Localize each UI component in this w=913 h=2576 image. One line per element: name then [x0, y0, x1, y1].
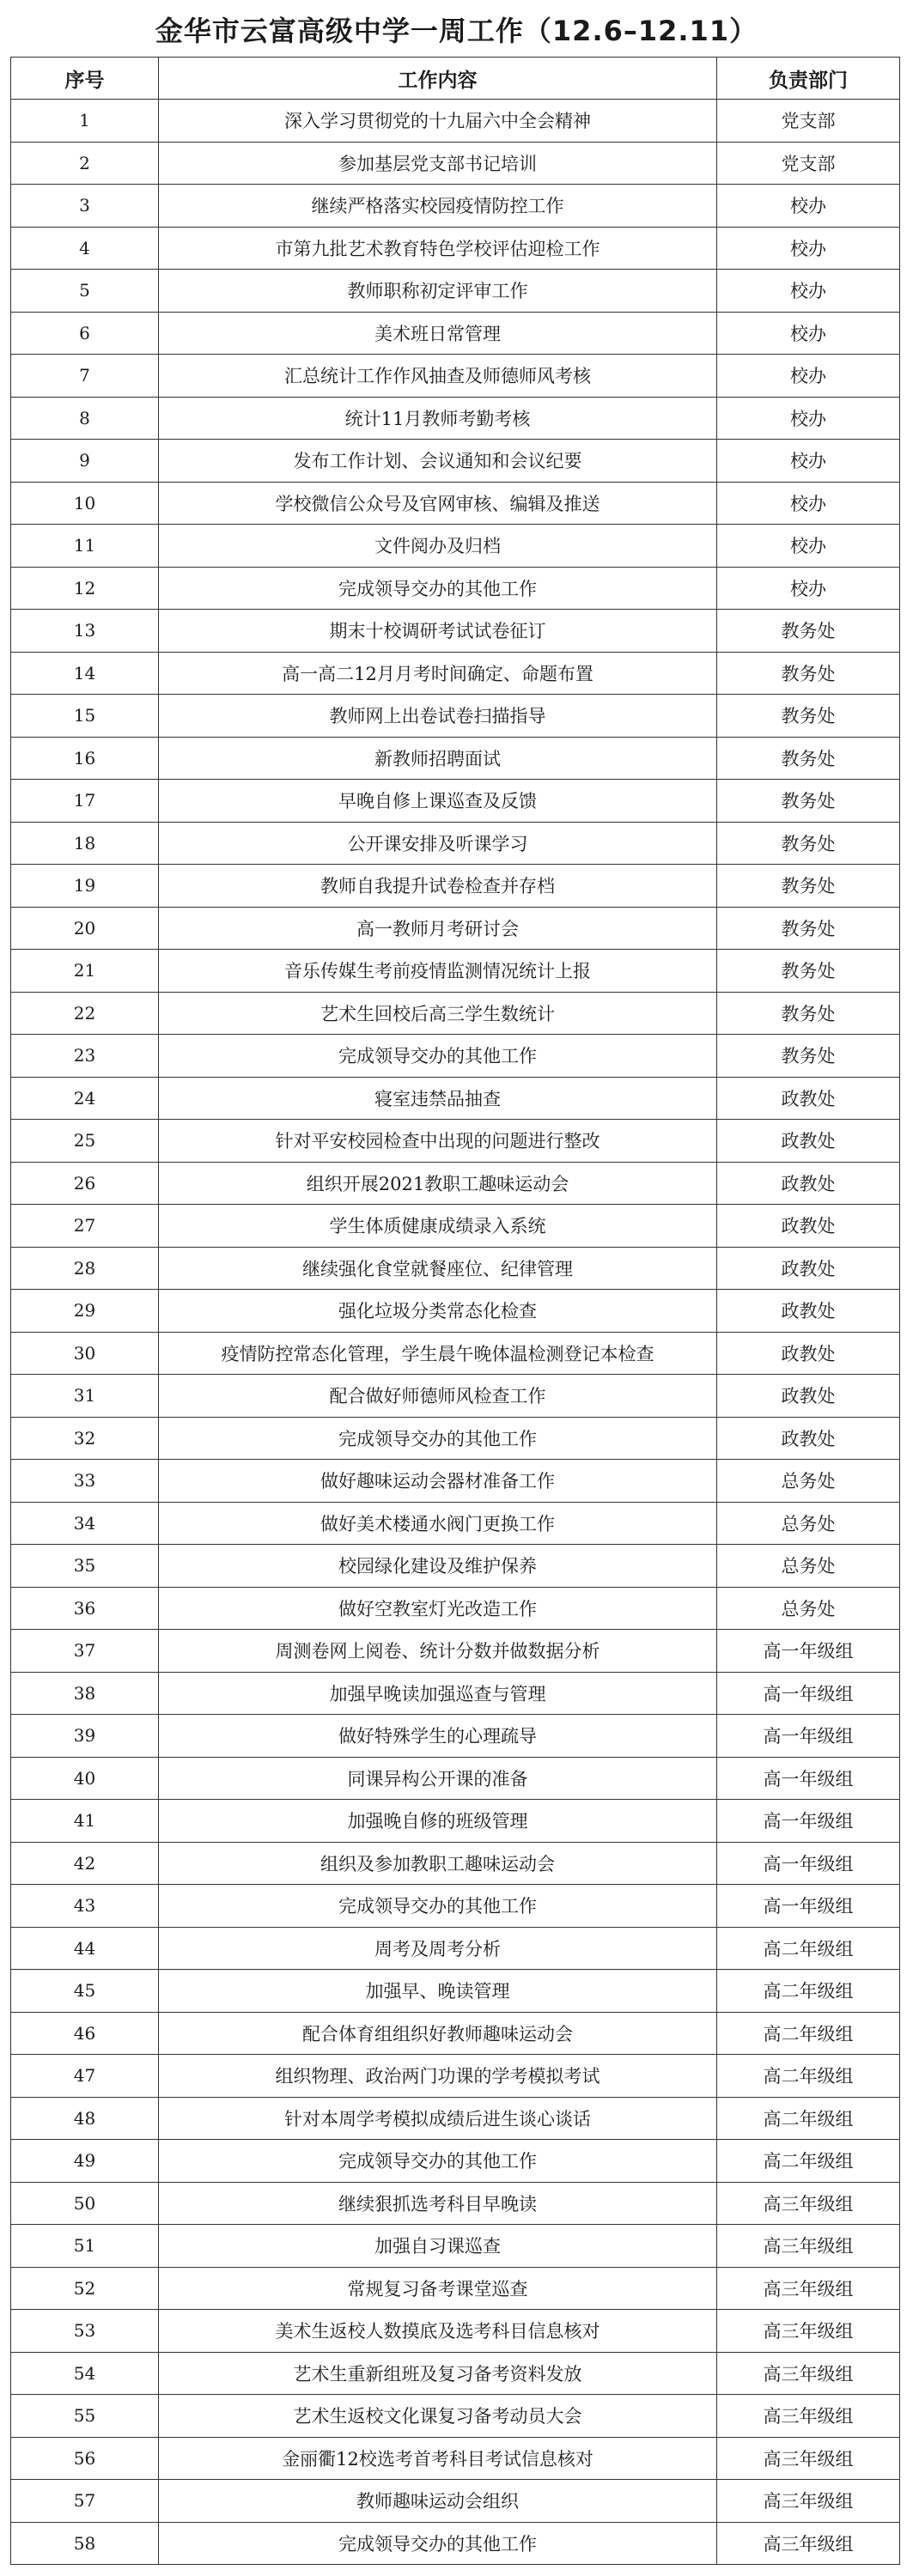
cell-department: 高三年级组 [717, 2437, 900, 2480]
cell-department: 高一年级组 [717, 1672, 900, 1715]
cell-serial-number: 19 [11, 865, 159, 908]
cell-work-content: 学校微信公众号及官网审核、编辑及推送 [159, 482, 717, 525]
table-row [11, 2352, 900, 2395]
cell-serial-number: 42 [11, 1842, 159, 1885]
table-row [11, 1035, 900, 1078]
cell-serial-number: 40 [11, 1757, 159, 1800]
table-row [11, 865, 900, 908]
cell-serial-number: 55 [11, 2395, 159, 2438]
cell-department: 政教处 [717, 1332, 900, 1375]
table-header-row [11, 58, 900, 100]
cell-serial-number: 47 [11, 2055, 159, 2098]
table-row [11, 2055, 900, 2098]
header-serial-number: 序号 [11, 58, 159, 100]
cell-serial-number: 2 [11, 142, 159, 185]
table-row [11, 2182, 900, 2225]
table-row [11, 1332, 900, 1375]
cell-serial-number: 25 [11, 1120, 159, 1163]
cell-serial-number: 26 [11, 1162, 159, 1205]
cell-department: 教务处 [717, 992, 900, 1035]
table-row [11, 737, 900, 780]
cell-work-content: 针对本周学考模拟成绩后进生谈心谈话 [159, 2097, 717, 2140]
table-row [11, 1120, 900, 1163]
cell-work-content: 继续狠抓选考科目早晚读 [159, 2182, 717, 2225]
cell-department: 校办 [717, 525, 900, 568]
cell-work-content: 完成领导交办的其他工作 [159, 1417, 717, 1460]
table-row [11, 1375, 900, 1418]
cell-department: 政教处 [717, 1417, 900, 1460]
cell-department: 党支部 [717, 100, 900, 143]
cell-department: 总务处 [717, 1545, 900, 1588]
cell-department: 政教处 [717, 1162, 900, 1205]
cell-serial-number: 52 [11, 2267, 159, 2310]
cell-serial-number: 35 [11, 1545, 159, 1588]
cell-work-content: 组织物理、政治两门功课的学考模拟考试 [159, 2055, 717, 2098]
cell-department: 高二年级组 [717, 2140, 900, 2183]
cell-work-content: 高一教师月考研讨会 [159, 907, 717, 950]
table-row [11, 2097, 900, 2140]
cell-serial-number: 56 [11, 2437, 159, 2480]
header-work-content: 工作内容 [159, 58, 717, 100]
cell-work-content: 市第九批艺术教育特色学校评估迎检工作 [159, 227, 717, 270]
table-row [11, 440, 900, 483]
cell-work-content: 参加基层党支部书记培训 [159, 142, 717, 185]
cell-department: 高一年级组 [717, 1885, 900, 1928]
cell-work-content: 美术生返校人数摸底及选考科目信息核对 [159, 2310, 717, 2353]
cell-work-content: 完成领导交办的其他工作 [159, 2522, 717, 2565]
cell-work-content: 完成领导交办的其他工作 [159, 2140, 717, 2183]
cell-serial-number: 14 [11, 652, 159, 695]
cell-work-content: 加强早、晚读管理 [159, 1970, 717, 2013]
cell-serial-number: 28 [11, 1247, 159, 1290]
cell-department: 教务处 [717, 865, 900, 908]
table-row [11, 1077, 900, 1120]
cell-work-content: 做好美术楼通水阀门更换工作 [159, 1502, 717, 1545]
cell-serial-number: 7 [11, 355, 159, 398]
cell-serial-number: 16 [11, 737, 159, 780]
cell-work-content: 配合体育组组织好教师趣味运动会 [159, 2012, 717, 2055]
cell-serial-number: 9 [11, 440, 159, 483]
table-row [11, 1162, 900, 1205]
table-row [11, 397, 900, 440]
cell-department: 教务处 [717, 907, 900, 950]
cell-serial-number: 33 [11, 1460, 159, 1503]
cell-work-content: 教师职称初定评审工作 [159, 270, 717, 313]
cell-department: 政教处 [717, 1247, 900, 1290]
cell-department: 校办 [717, 440, 900, 483]
cell-work-content: 艺术生回校后高三学生数统计 [159, 992, 717, 1035]
cell-department: 教务处 [717, 695, 900, 738]
cell-department: 高一年级组 [717, 1800, 900, 1843]
table-row [11, 950, 900, 993]
table-row [11, 142, 900, 185]
header-department: 负责部门 [717, 58, 900, 100]
cell-work-content: 金丽衢12校选考首考科目考试信息核对 [159, 2437, 717, 2480]
cell-work-content: 组织及参加教职工趣味运动会 [159, 1842, 717, 1885]
cell-department: 政教处 [717, 1290, 900, 1333]
cell-department: 教务处 [717, 652, 900, 695]
table-row [11, 1205, 900, 1248]
cell-department: 教务处 [717, 737, 900, 780]
cell-serial-number: 31 [11, 1375, 159, 1418]
cell-department: 教务处 [717, 822, 900, 865]
cell-serial-number: 39 [11, 1715, 159, 1758]
cell-serial-number: 53 [11, 2310, 159, 2353]
cell-department: 高一年级组 [717, 1715, 900, 1758]
table-row [11, 822, 900, 865]
cell-serial-number: 11 [11, 525, 159, 568]
table-row [11, 482, 900, 525]
cell-department: 校办 [717, 270, 900, 313]
cell-department: 校办 [717, 567, 900, 610]
cell-department: 党支部 [717, 142, 900, 185]
cell-department: 政教处 [717, 1375, 900, 1418]
cell-department: 校办 [717, 397, 900, 440]
table-row [11, 1672, 900, 1715]
cell-work-content: 期末十校调研考试试卷征订 [159, 610, 717, 653]
cell-department: 高三年级组 [717, 2395, 900, 2438]
table-row [11, 1715, 900, 1758]
cell-serial-number: 43 [11, 1885, 159, 1928]
cell-serial-number: 12 [11, 567, 159, 610]
cell-serial-number: 29 [11, 1290, 159, 1333]
table-row [11, 355, 900, 398]
table-row [11, 2437, 900, 2480]
cell-work-content: 深入学习贯彻党的十九届六中全会精神 [159, 100, 717, 143]
cell-serial-number: 5 [11, 270, 159, 313]
cell-department: 高三年级组 [717, 2522, 900, 2565]
cell-work-content: 组织开展2021教职工趣味运动会 [159, 1162, 717, 1205]
cell-department: 高三年级组 [717, 2480, 900, 2523]
cell-serial-number: 46 [11, 2012, 159, 2055]
cell-work-content: 文件阅办及归档 [159, 525, 717, 568]
cell-serial-number: 1 [11, 100, 159, 143]
table-row [11, 2225, 900, 2268]
cell-serial-number: 4 [11, 227, 159, 270]
cell-department: 教务处 [717, 1035, 900, 1078]
cell-serial-number: 18 [11, 822, 159, 865]
cell-work-content: 针对平安校园检查中出现的问题进行整改 [159, 1120, 717, 1163]
cell-serial-number: 36 [11, 1587, 159, 1630]
cell-serial-number: 21 [11, 950, 159, 993]
table-row [11, 270, 900, 313]
cell-serial-number: 6 [11, 312, 159, 355]
table-row [11, 1587, 900, 1630]
table-row [11, 2480, 900, 2523]
cell-work-content: 周考及周考分析 [159, 1927, 717, 1970]
cell-serial-number: 34 [11, 1502, 159, 1545]
cell-work-content: 常规复习备考课堂巡查 [159, 2267, 717, 2310]
cell-serial-number: 22 [11, 992, 159, 1035]
cell-serial-number: 37 [11, 1630, 159, 1673]
table-row [11, 227, 900, 270]
cell-serial-number: 24 [11, 1077, 159, 1120]
cell-work-content: 教师自我提升试卷检查并存档 [159, 865, 717, 908]
table-row [11, 1630, 900, 1673]
table-row [11, 2310, 900, 2353]
cell-department: 政教处 [717, 1120, 900, 1163]
page-title: 金华市云富高级中学一周工作（12.6–12.11） [155, 15, 758, 47]
table-row [11, 185, 900, 228]
cell-work-content: 教师网上出卷试卷扫描指导 [159, 695, 717, 738]
cell-work-content: 疫情防控常态化管理，学生晨午晚体温检测登记本检查 [159, 1332, 717, 1375]
cell-serial-number: 51 [11, 2225, 159, 2268]
table-row [11, 1247, 900, 1290]
table-row [11, 992, 900, 1035]
table-row [11, 2140, 900, 2183]
cell-department: 校办 [717, 227, 900, 270]
cell-serial-number: 44 [11, 1927, 159, 1970]
cell-department: 高二年级组 [717, 1970, 900, 2013]
cell-department: 校办 [717, 355, 900, 398]
cell-serial-number: 15 [11, 695, 159, 738]
cell-work-content: 学生体质健康成绩录入系统 [159, 1205, 717, 1248]
cell-work-content: 统计11月教师考勤考核 [159, 397, 717, 440]
cell-department: 高一年级组 [717, 1842, 900, 1885]
table-row [11, 1800, 900, 1843]
table-row [11, 1417, 900, 1460]
cell-department: 总务处 [717, 1587, 900, 1630]
cell-serial-number: 54 [11, 2352, 159, 2395]
cell-department: 教务处 [717, 950, 900, 993]
cell-work-content: 做好空教室灯光改造工作 [159, 1587, 717, 1630]
table-row [11, 1460, 900, 1503]
cell-work-content: 继续强化食堂就餐座位、纪律管理 [159, 1247, 717, 1290]
cell-work-content: 加强晚自修的班级管理 [159, 1800, 717, 1843]
table-row [11, 1502, 900, 1545]
cell-department: 高三年级组 [717, 2182, 900, 2225]
table-row [11, 2522, 900, 2565]
cell-serial-number: 32 [11, 1417, 159, 1460]
table-row [11, 2012, 900, 2055]
cell-work-content: 做好趣味运动会器材准备工作 [159, 1460, 717, 1503]
table-row [11, 525, 900, 568]
table-row [11, 1290, 900, 1333]
cell-serial-number: 50 [11, 2182, 159, 2225]
cell-department: 总务处 [717, 1460, 900, 1503]
table-row [11, 2267, 900, 2310]
cell-department: 政教处 [717, 1205, 900, 1248]
cell-work-content: 艺术生重新组班及复习备考资料发放 [159, 2352, 717, 2395]
cell-serial-number: 49 [11, 2140, 159, 2183]
cell-work-content: 新教师招聘面试 [159, 737, 717, 780]
cell-serial-number: 23 [11, 1035, 159, 1078]
cell-work-content: 继续严格落实校园疫情防控工作 [159, 185, 717, 228]
cell-work-content: 强化垃圾分类常态化检查 [159, 1290, 717, 1333]
cell-serial-number: 3 [11, 185, 159, 228]
table-row [11, 1885, 900, 1928]
cell-serial-number: 38 [11, 1672, 159, 1715]
cell-work-content: 音乐传媒生考前疫情监测情况统计上报 [159, 950, 717, 993]
cell-department: 高一年级组 [717, 1630, 900, 1673]
table-row [11, 2395, 900, 2438]
table-row [11, 100, 900, 143]
cell-department: 教务处 [717, 610, 900, 653]
cell-serial-number: 8 [11, 397, 159, 440]
cell-work-content: 同课异构公开课的准备 [159, 1757, 717, 1800]
table-row [11, 652, 900, 695]
cell-work-content: 加强早晚读加强巡查与管理 [159, 1672, 717, 1715]
cell-department: 教务处 [717, 780, 900, 823]
cell-work-content: 完成领导交办的其他工作 [159, 1035, 717, 1078]
cell-serial-number: 17 [11, 780, 159, 823]
cell-work-content: 周测卷网上阅卷、统计分数并做数据分析 [159, 1630, 717, 1673]
cell-work-content: 做好特殊学生的心理疏导 [159, 1715, 717, 1758]
cell-department: 高二年级组 [717, 2012, 900, 2055]
cell-work-content: 寝室违禁品抽查 [159, 1077, 717, 1120]
cell-work-content: 完成领导交办的其他工作 [159, 567, 717, 610]
cell-serial-number: 57 [11, 2480, 159, 2523]
cell-department: 高二年级组 [717, 1927, 900, 1970]
cell-department: 高三年级组 [717, 2225, 900, 2268]
table-row [11, 1545, 900, 1588]
table-row [11, 1927, 900, 1970]
weekly-work-table [10, 57, 900, 2565]
cell-serial-number: 27 [11, 1205, 159, 1248]
cell-work-content: 艺术生返校文化课复习备考动员大会 [159, 2395, 717, 2438]
cell-department: 高二年级组 [717, 2097, 900, 2140]
table-row [11, 312, 900, 355]
cell-department: 校办 [717, 482, 900, 525]
cell-department: 高三年级组 [717, 2352, 900, 2395]
cell-serial-number: 45 [11, 1970, 159, 2013]
cell-serial-number: 13 [11, 610, 159, 653]
cell-department: 政教处 [717, 1077, 900, 1120]
cell-work-content: 高一高二12月月考时间确定、命题布置 [159, 652, 717, 695]
cell-department: 高三年级组 [717, 2267, 900, 2310]
cell-department: 校办 [717, 312, 900, 355]
cell-work-content: 早晚自修上课巡查及反馈 [159, 780, 717, 823]
cell-work-content: 完成领导交办的其他工作 [159, 1885, 717, 1928]
cell-department: 高三年级组 [717, 2310, 900, 2353]
cell-work-content: 教师趣味运动会组织 [159, 2480, 717, 2523]
table-row [11, 907, 900, 950]
cell-department: 高一年级组 [717, 1757, 900, 1800]
cell-work-content: 发布工作计划、会议通知和会议纪要 [159, 440, 717, 483]
table-row [11, 695, 900, 738]
cell-department: 高二年级组 [717, 2055, 900, 2098]
cell-work-content: 美术班日常管理 [159, 312, 717, 355]
table-row [11, 610, 900, 653]
cell-work-content: 汇总统计工作作风抽查及师德师风考核 [159, 355, 717, 398]
table-row [11, 567, 900, 610]
cell-department: 校办 [717, 185, 900, 228]
table-row [11, 1757, 900, 1800]
table-row [11, 1842, 900, 1885]
cell-serial-number: 30 [11, 1332, 159, 1375]
cell-work-content: 校园绿化建设及维护保养 [159, 1545, 717, 1588]
cell-department: 总务处 [717, 1502, 900, 1545]
cell-work-content: 公开课安排及听课学习 [159, 822, 717, 865]
cell-serial-number: 41 [11, 1800, 159, 1843]
cell-work-content: 加强自习课巡查 [159, 2225, 717, 2268]
table-row [11, 780, 900, 823]
table-row [11, 1970, 900, 2013]
cell-work-content: 配合做好师德师风检查工作 [159, 1375, 717, 1418]
cell-serial-number: 58 [11, 2522, 159, 2565]
cell-serial-number: 20 [11, 907, 159, 950]
cell-serial-number: 48 [11, 2097, 159, 2140]
cell-serial-number: 10 [11, 482, 159, 525]
